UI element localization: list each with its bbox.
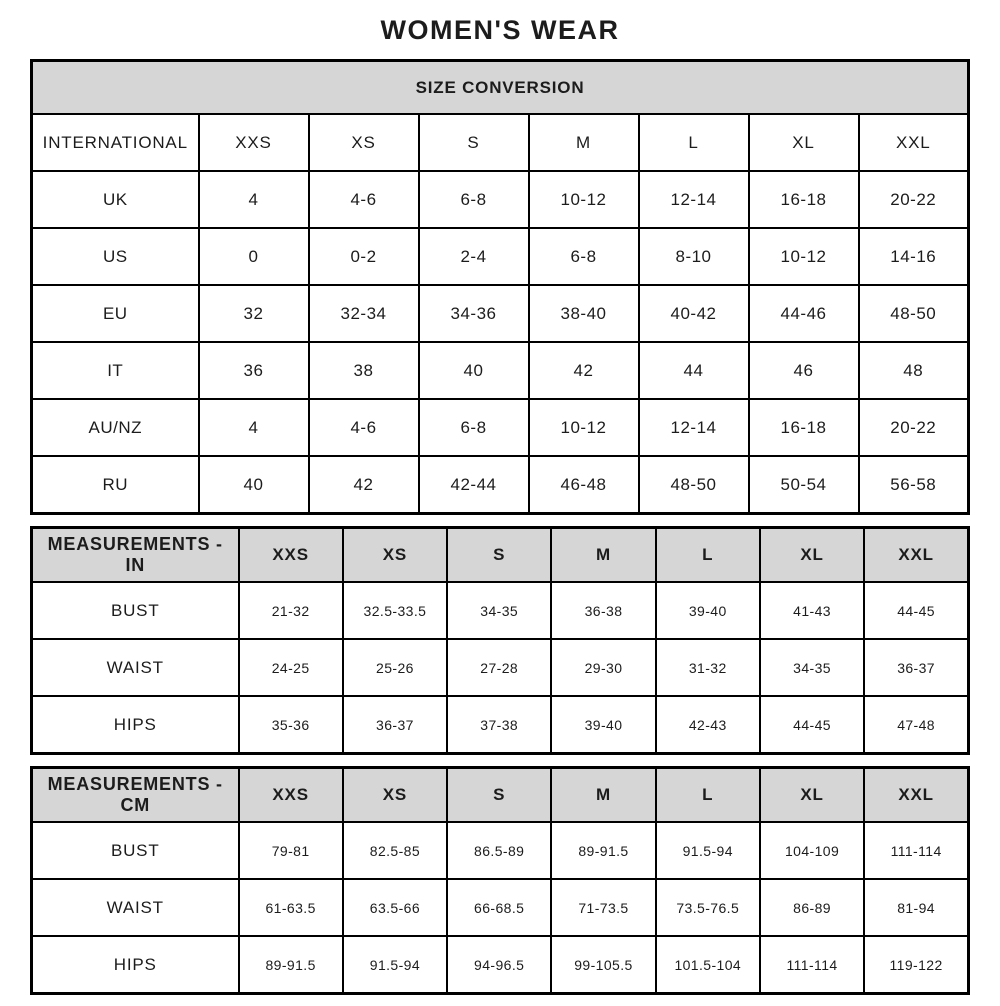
value-cell: 6-8 <box>419 171 529 228</box>
value-cell: 48-50 <box>639 456 749 514</box>
value-cell: 56-58 <box>859 456 969 514</box>
value-cell: 46 <box>749 342 859 399</box>
value-cell: 44-45 <box>760 696 864 754</box>
value-cell: 36-37 <box>864 639 968 696</box>
value-cell: 50-54 <box>749 456 859 514</box>
value-cell: 73.5-76.5 <box>656 879 760 936</box>
size-header: S <box>447 768 551 823</box>
value-cell: 14-16 <box>859 228 969 285</box>
value-cell: 36-37 <box>343 696 447 754</box>
value-cell: 34-36 <box>419 285 529 342</box>
header-row <box>32 528 969 583</box>
value-cell: 81-94 <box>864 879 968 936</box>
table-row <box>32 639 969 696</box>
value-cell: 41-43 <box>760 582 864 639</box>
value-cell: 31-32 <box>656 639 760 696</box>
value-cell: 0 <box>199 228 309 285</box>
header-label: MEASUREMENTS - CM <box>32 768 239 823</box>
value-cell: 91.5-94 <box>656 822 760 879</box>
value-cell: 89-91.5 <box>551 822 655 879</box>
value-cell: 91.5-94 <box>343 936 447 994</box>
value-cell: 38 <box>309 342 419 399</box>
value-cell: 0-2 <box>309 228 419 285</box>
table-caption: SIZE CONVERSION <box>32 61 969 115</box>
value-cell: 42-43 <box>656 696 760 754</box>
value-cell: 111-114 <box>760 936 864 994</box>
value-cell: 20-22 <box>859 171 969 228</box>
size-header: XXL <box>864 768 968 823</box>
size-header: XXS <box>239 768 343 823</box>
value-cell: 16-18 <box>749 399 859 456</box>
table-row <box>32 582 969 639</box>
value-cell: 82.5-85 <box>343 822 447 879</box>
value-cell: 2-4 <box>419 228 529 285</box>
table-row <box>32 342 969 399</box>
size-header: S <box>447 528 551 583</box>
size-header: L <box>656 768 760 823</box>
size-header: XS <box>309 114 419 171</box>
value-cell: 36 <box>199 342 309 399</box>
value-cell: 71-73.5 <box>551 879 655 936</box>
size-header: XXL <box>864 528 968 583</box>
table-row <box>32 879 969 936</box>
value-cell: 38-40 <box>529 285 639 342</box>
size-header: M <box>529 114 639 171</box>
value-cell: 34-35 <box>447 582 551 639</box>
value-cell: 94-96.5 <box>447 936 551 994</box>
table-row <box>32 822 969 879</box>
row-label: US <box>32 228 199 285</box>
header-label: INTERNATIONAL <box>32 114 199 171</box>
value-cell: 10-12 <box>529 399 639 456</box>
size-header: XS <box>343 768 447 823</box>
row-label: HIPS <box>32 936 239 994</box>
table-row <box>32 285 969 342</box>
value-cell: 12-14 <box>639 171 749 228</box>
value-cell: 46-48 <box>529 456 639 514</box>
value-cell: 39-40 <box>551 696 655 754</box>
row-label: WAIST <box>32 879 239 936</box>
value-cell: 32.5-33.5 <box>343 582 447 639</box>
value-cell: 6-8 <box>419 399 529 456</box>
value-cell: 24-25 <box>239 639 343 696</box>
table-row <box>32 456 969 514</box>
row-label: RU <box>32 456 199 514</box>
value-cell: 40 <box>419 342 529 399</box>
value-cell: 4 <box>199 399 309 456</box>
value-cell: 20-22 <box>859 399 969 456</box>
header-row <box>32 114 969 171</box>
value-cell: 32 <box>199 285 309 342</box>
value-cell: 44-46 <box>749 285 859 342</box>
value-cell: 39-40 <box>656 582 760 639</box>
value-cell: 44-45 <box>864 582 968 639</box>
table-row <box>32 228 969 285</box>
size-header: L <box>639 114 749 171</box>
value-cell: 42 <box>309 456 419 514</box>
value-cell: 4 <box>199 171 309 228</box>
row-label: UK <box>32 171 199 228</box>
size-header: S <box>419 114 529 171</box>
value-cell: 119-122 <box>864 936 968 994</box>
size-header: XL <box>760 768 864 823</box>
value-cell: 99-105.5 <box>551 936 655 994</box>
value-cell: 47-48 <box>864 696 968 754</box>
value-cell: 40 <box>199 456 309 514</box>
row-label: AU/NZ <box>32 399 199 456</box>
row-label: HIPS <box>32 696 239 754</box>
value-cell: 12-14 <box>639 399 749 456</box>
value-cell: 42 <box>529 342 639 399</box>
value-cell: 48-50 <box>859 285 969 342</box>
size-header: M <box>551 768 655 823</box>
value-cell: 104-109 <box>760 822 864 879</box>
header-row <box>32 768 969 823</box>
value-cell: 86.5-89 <box>447 822 551 879</box>
size-header: XXS <box>239 528 343 583</box>
size-header: XL <box>760 528 864 583</box>
value-cell: 101.5-104 <box>656 936 760 994</box>
table-caption-row <box>32 61 969 115</box>
value-cell: 32-34 <box>309 285 419 342</box>
size-header: XS <box>343 528 447 583</box>
value-cell: 40-42 <box>639 285 749 342</box>
value-cell: 36-38 <box>551 582 655 639</box>
table-row <box>32 399 969 456</box>
value-cell: 10-12 <box>749 228 859 285</box>
table-row <box>32 171 969 228</box>
table-row <box>32 936 969 994</box>
value-cell: 79-81 <box>239 822 343 879</box>
measurements-in-table <box>30 526 970 755</box>
value-cell: 4-6 <box>309 171 419 228</box>
value-cell: 111-114 <box>864 822 968 879</box>
value-cell: 29-30 <box>551 639 655 696</box>
size-chart-page <box>30 0 970 995</box>
row-label: IT <box>32 342 199 399</box>
value-cell: 66-68.5 <box>447 879 551 936</box>
size-header: XXL <box>859 114 969 171</box>
table-row <box>32 696 969 754</box>
value-cell: 37-38 <box>447 696 551 754</box>
row-label: BUST <box>32 582 239 639</box>
row-label: WAIST <box>32 639 239 696</box>
value-cell: 27-28 <box>447 639 551 696</box>
value-cell: 86-89 <box>760 879 864 936</box>
measurements-cm-table <box>30 766 970 995</box>
size-conversion-table <box>30 59 970 515</box>
size-header: XL <box>749 114 859 171</box>
value-cell: 10-12 <box>529 171 639 228</box>
size-header: XXS <box>199 114 309 171</box>
size-header: L <box>656 528 760 583</box>
value-cell: 4-6 <box>309 399 419 456</box>
row-label: BUST <box>32 822 239 879</box>
size-header: M <box>551 528 655 583</box>
value-cell: 89-91.5 <box>239 936 343 994</box>
header-label: MEASUREMENTS - IN <box>32 528 239 583</box>
value-cell: 16-18 <box>749 171 859 228</box>
value-cell: 42-44 <box>419 456 529 514</box>
value-cell: 35-36 <box>239 696 343 754</box>
value-cell: 61-63.5 <box>239 879 343 936</box>
value-cell: 44 <box>639 342 749 399</box>
value-cell: 21-32 <box>239 582 343 639</box>
page-title: WOMEN'S WEAR <box>380 15 620 45</box>
value-cell: 63.5-66 <box>343 879 447 936</box>
value-cell: 48 <box>859 342 969 399</box>
value-cell: 34-35 <box>760 639 864 696</box>
value-cell: 25-26 <box>343 639 447 696</box>
row-label: EU <box>32 285 199 342</box>
value-cell: 6-8 <box>529 228 639 285</box>
value-cell: 8-10 <box>639 228 749 285</box>
